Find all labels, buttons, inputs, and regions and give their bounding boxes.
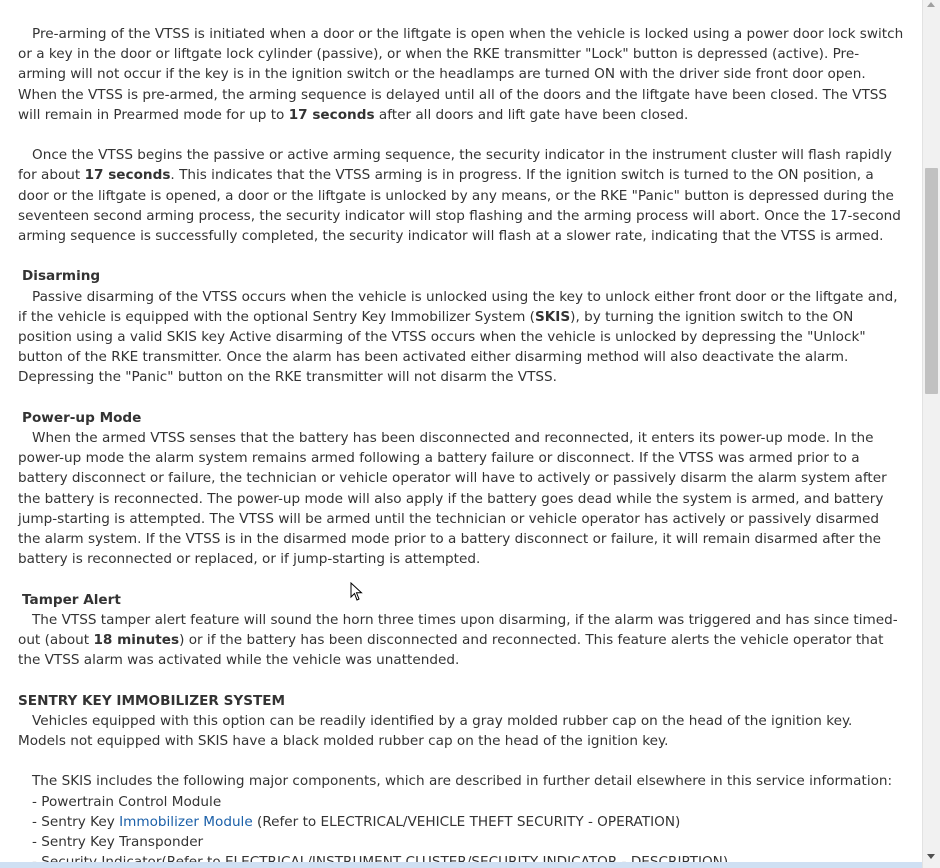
paragraph-prearming bbox=[18, 24, 904, 125]
paragraph-text: Once the VTSS begins the passive or active arming sequence, the security indicator in the instrument cluster will flash rapidly for about bbox=[18, 147, 892, 184]
list-item: - Sentry Key Transponder bbox=[32, 834, 204, 851]
list-item: - Sentry Key Immobilizer Module (Refer to ELECTRICAL/VEHICLE THEFT SECURITY - OPERATION) bbox=[32, 813, 681, 830]
vertical-scrollbar[interactable] bbox=[922, 0, 940, 868]
paragraph-text: Pre-arming of the VTSS is initiated when a door or the liftgate is open when the vehicle is locked using a power door lock switch or a key in the door or liftgate lock cylinder (passive), or when the RKE transmitter "Lock" button is depressed (active). Pre-arming will not occur if the key is in the ignition switch or the headlamps are turned ON with the driver side front door open. When the VTSS is pre-armed, the arming sequence is delayed until all of the doors and the liftgate have been closed. The VTSS will remain in Prearmed mode for up to bbox=[18, 26, 904, 123]
section-sentry-key bbox=[18, 691, 904, 868]
scroll-down-icon[interactable] bbox=[927, 854, 935, 859]
section-text bbox=[18, 711, 904, 751]
paragraph-text: Vehicles equipped with this option can be readily identified by a gray molded rubber cap on the head of the ignition key. Models not equipped with SKIS have a black molded rubber cap on the head of the ignition key. bbox=[18, 712, 853, 750]
section-disarming bbox=[18, 266, 904, 387]
section-heading: Tamper Alert bbox=[22, 591, 121, 608]
bold-text: 17 seconds bbox=[288, 106, 375, 123]
section-text bbox=[18, 610, 904, 671]
bold-text: 17 seconds bbox=[84, 167, 171, 184]
bottom-edge bbox=[0, 862, 922, 868]
components-intro bbox=[18, 771, 904, 791]
paragraph-text: after all doors and lift gate have been closed. bbox=[374, 106, 689, 123]
section-heading: SENTRY KEY IMMOBILIZER SYSTEM bbox=[18, 692, 286, 709]
mouse-cursor-icon bbox=[350, 582, 364, 602]
section-heading: Disarming bbox=[22, 268, 101, 285]
article-body bbox=[18, 0, 904, 868]
paragraph-text: . This indicates that the VTSS arming is in progress. If the ignition switch is turned to the ON position, a door or the liftgate is opened, a door or the liftgate is unlocked by any means, or the RKE "Panic" button is depressed during the seventeen second arming process, the security indicator will stop flashing and the arming process will abort. Once the 17-second arming sequence is successfully completed, the security indicator will flash at a slower rate, indicating that the VTSS is armed. bbox=[18, 167, 901, 245]
immobilizer-module-link[interactable]: Immobilizer Module bbox=[119, 813, 253, 830]
paragraph-text: When the armed VTSS senses that the battery has been disconnected and reconnected, it enters its power-up mode. In the power-up mode the alarm system remains armed following a battery failure or disconnect. If the VTSS was armed prior to a battery disconnect or failure, the technician or vehicle operator will have to actively or passively disarm the alarm system after the battery is reconnected. The power-up mode will also apply if the battery goes dead while the system is armed, and battery jump-starting is attempted. The VTSS will be armed until the technician or vehicle operator has actively or passively disarmed the alarm system. If the VTSS is in the disarmed mode prior to a battery disconnect or failure, it will remain disarmed after the battery is reconnected or replaced, or if jump-starting is attempted. bbox=[18, 430, 887, 568]
section-heading: Power-up Mode bbox=[22, 409, 142, 426]
section-tamper-alert bbox=[18, 590, 904, 671]
bold-text: 18 minutes bbox=[93, 632, 180, 649]
bold-text: SKIS bbox=[534, 308, 571, 325]
list-item: - Powertrain Control Module bbox=[32, 793, 222, 810]
paragraph-text: The SKIS includes the following major components, which are described in further detail elsewhere in this service information: bbox=[32, 773, 893, 790]
paragraph-arming-sequence bbox=[18, 145, 904, 246]
paragraph-text: ) or if the battery has been disconnected and reconnected. This feature alerts the vehicle operator that the VTSS alarm was activated while the vehicle was unattended. bbox=[18, 632, 884, 669]
section-text bbox=[18, 428, 904, 569]
scrollbar-thumb[interactable] bbox=[925, 168, 938, 394]
paragraph-text: Passive disarming of the VTSS occurs when the vehicle is unlocked using the key to unlock either front door or the liftgate and, if the vehicle is equipped with the optional Sentry Key Immobilizer System ( bbox=[18, 288, 898, 325]
scroll-up-icon[interactable] bbox=[927, 2, 935, 7]
section-text bbox=[18, 287, 904, 388]
paragraph-text: The VTSS tamper alert feature will sound the horn three times upon disarming, if the alarm was triggered and has since timed-out (about bbox=[18, 611, 898, 649]
paragraph-text: ), by turning the ignition switch to the ON position using a valid SKIS key Active disarming of the VTSS occurs when the vehicle is unlocked by depressing the "Unlock" button of the RKE transmitter. Once the alarm has been activated either disarming method will also deactivate the alarm. Depressing the "Panic" button on the RKE transmitter will not disarm the VTSS. bbox=[18, 308, 866, 386]
section-power-up-mode bbox=[18, 408, 904, 570]
